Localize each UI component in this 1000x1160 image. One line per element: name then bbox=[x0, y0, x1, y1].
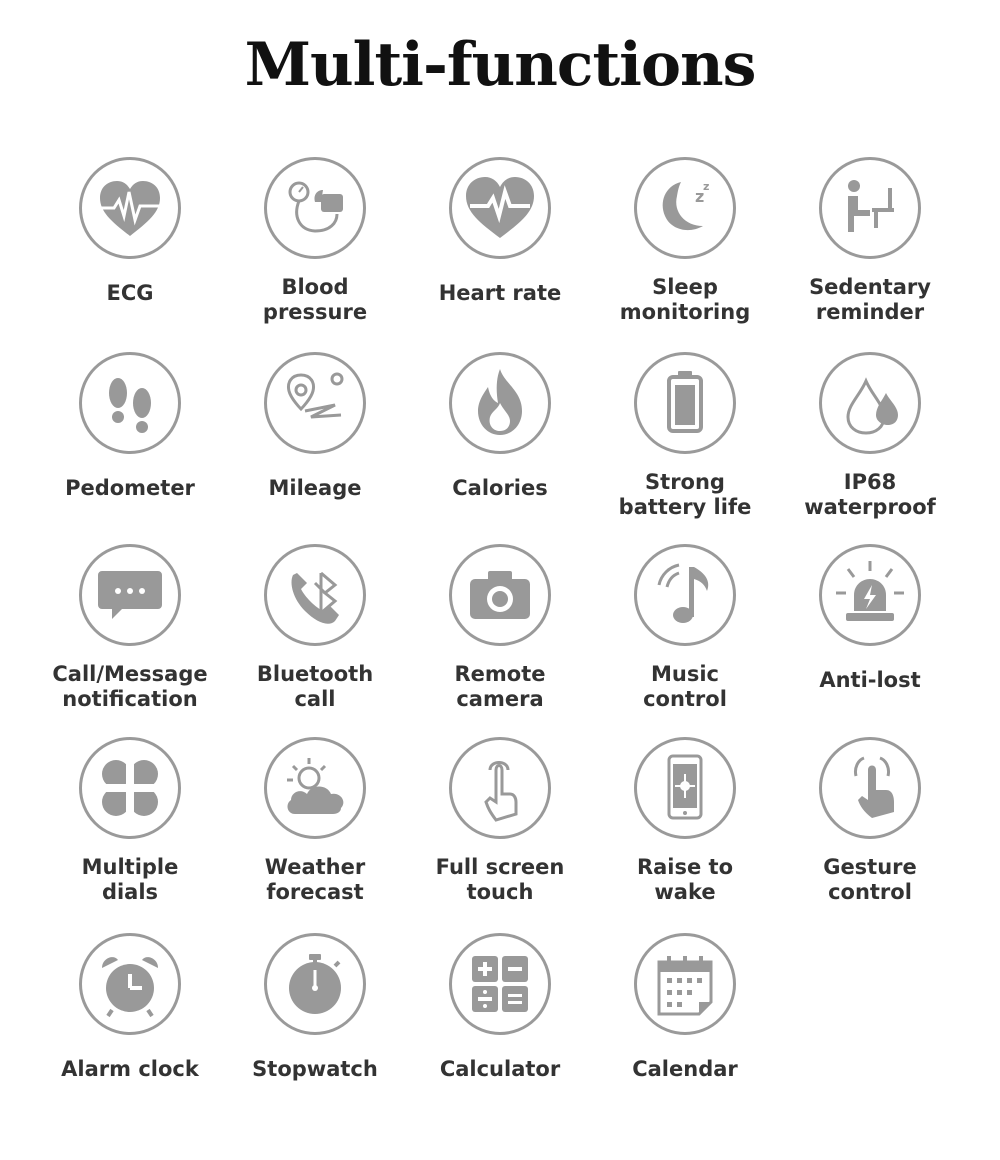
feature-label-line: Raise to bbox=[636, 855, 734, 879]
feature-label bbox=[770, 470, 970, 520]
feature-label bbox=[770, 855, 970, 905]
feature-label-line: camera bbox=[456, 687, 544, 711]
feature-label-line: Full screen bbox=[435, 855, 565, 879]
feature-label-line: call bbox=[294, 687, 336, 711]
sedentary-person-icon bbox=[819, 157, 921, 259]
feature-label-line: Sleep bbox=[652, 275, 718, 299]
feature-label bbox=[585, 1057, 785, 1082]
music-note-icon bbox=[634, 544, 736, 646]
camera-icon bbox=[449, 544, 551, 646]
feature-label bbox=[770, 668, 970, 693]
feature-label-line: Strong bbox=[645, 470, 725, 494]
feature-label-line: reminder bbox=[815, 300, 925, 324]
weather-cloud-sun-icon bbox=[264, 737, 366, 839]
alarm-siren-icon bbox=[819, 544, 921, 646]
feature-label bbox=[585, 855, 785, 905]
feature-label bbox=[400, 281, 600, 306]
feature-label bbox=[400, 1057, 600, 1082]
feature-label bbox=[215, 662, 415, 712]
feature-label bbox=[585, 470, 785, 520]
dials-grid-icon bbox=[79, 737, 181, 839]
water-drops-icon bbox=[819, 352, 921, 454]
feature-label bbox=[215, 1057, 415, 1082]
feature-label bbox=[770, 275, 970, 325]
route-pin-icon bbox=[264, 352, 366, 454]
bluetooth-phone-icon bbox=[264, 544, 366, 646]
feature-label-line: Gesture bbox=[823, 855, 917, 879]
feature-label-line: Anti-lost bbox=[819, 668, 921, 692]
stopwatch-icon bbox=[264, 933, 366, 1035]
feature-label-line: forecast bbox=[266, 880, 364, 904]
feature-label-line: IP68 bbox=[843, 470, 897, 494]
feature-label bbox=[30, 662, 230, 712]
feature-label-line: Blood bbox=[281, 275, 349, 299]
feature-label-line: monitoring bbox=[619, 300, 751, 324]
sleep-moon-icon bbox=[634, 157, 736, 259]
flame-icon bbox=[449, 352, 551, 454]
feature-label-line: Music bbox=[651, 662, 719, 686]
gesture-hand-icon bbox=[819, 737, 921, 839]
feature-label-line: dials bbox=[101, 880, 159, 904]
feature-label-line: control bbox=[643, 687, 727, 711]
feature-label bbox=[30, 476, 230, 501]
message-bubble-icon bbox=[79, 544, 181, 646]
page-title: Multi-functions bbox=[244, 30, 756, 100]
feature-label-line: notification bbox=[62, 687, 198, 711]
alarm-clock-icon bbox=[79, 933, 181, 1035]
blood-pressure-icon bbox=[264, 157, 366, 259]
feature-label-line: touch bbox=[466, 880, 534, 904]
feature-label bbox=[400, 662, 600, 712]
feature-label bbox=[585, 662, 785, 712]
footprints-icon bbox=[79, 352, 181, 454]
feature-label-line: Multiple bbox=[81, 855, 179, 879]
feature-label-line: control bbox=[828, 880, 912, 904]
feature-label bbox=[215, 476, 415, 501]
feature-label-line: Calendar bbox=[632, 1057, 738, 1081]
calendar-icon bbox=[634, 933, 736, 1035]
heart-rate-icon bbox=[449, 157, 551, 259]
feature-label-line: battery life bbox=[618, 495, 752, 519]
feature-label bbox=[215, 275, 415, 325]
feature-label-line: Stopwatch bbox=[252, 1057, 378, 1081]
feature-label-line: Sedentary bbox=[809, 275, 931, 299]
feature-label bbox=[30, 1057, 230, 1082]
feature-label bbox=[215, 855, 415, 905]
ecg-heart-icon bbox=[79, 157, 181, 259]
svg-text:z: z bbox=[703, 180, 710, 193]
battery-icon bbox=[634, 352, 736, 454]
svg-text:z: z bbox=[695, 187, 705, 206]
feature-label-line: Remote bbox=[454, 662, 546, 686]
feature-label-line: ECG bbox=[106, 281, 154, 305]
feature-label-line: Calories bbox=[452, 476, 548, 500]
feature-label-line: Bluetooth bbox=[256, 662, 374, 686]
touch-hand-icon bbox=[449, 737, 551, 839]
calculator-icon bbox=[449, 933, 551, 1035]
feature-label-line: Pedometer bbox=[65, 476, 195, 500]
feature-label-line: Mileage bbox=[268, 476, 362, 500]
feature-label-line: Alarm clock bbox=[61, 1057, 199, 1081]
feature-label-line: Heart rate bbox=[438, 281, 562, 305]
feature-label bbox=[400, 855, 600, 905]
feature-label-line: Weather bbox=[264, 855, 366, 879]
feature-label-line: waterproof bbox=[804, 495, 936, 519]
feature-label-line: pressure bbox=[262, 300, 368, 324]
feature-label-line: wake bbox=[654, 880, 716, 904]
raise-phone-icon bbox=[634, 737, 736, 839]
feature-label bbox=[30, 281, 230, 306]
feature-label bbox=[585, 275, 785, 325]
feature-label bbox=[30, 855, 230, 905]
feature-label bbox=[400, 476, 600, 501]
feature-label-line: Call/Message bbox=[52, 662, 208, 686]
feature-label-line: Calculator bbox=[439, 1057, 561, 1081]
